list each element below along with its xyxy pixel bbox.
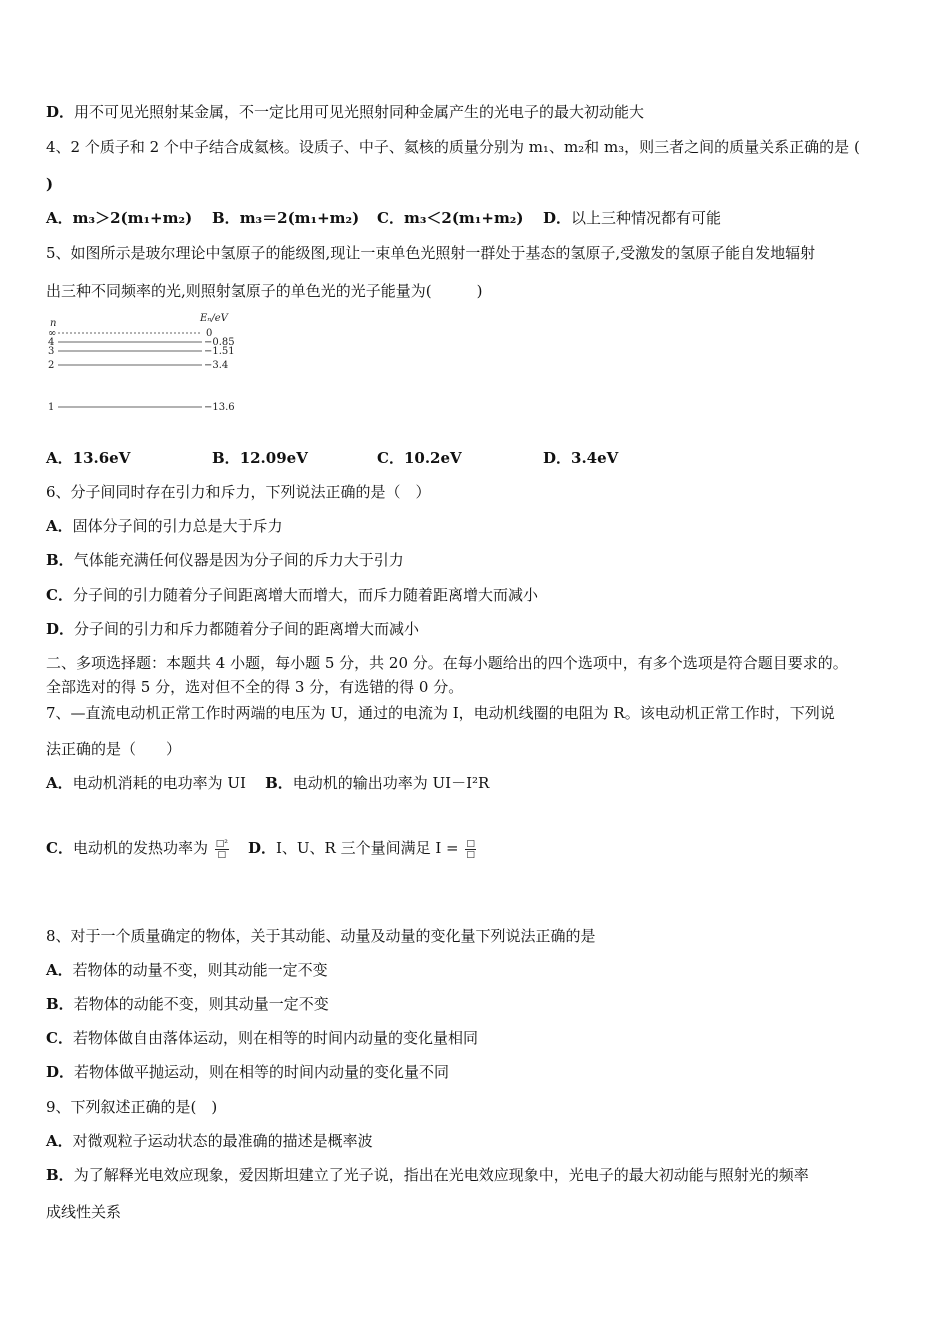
level-3 — [48, 346, 235, 357]
section2-intro: 二、多项选择题：本题共 4 小题，每小题 5 分，共 20 分。在每小题给出的四个选项中，有多个选项是符合题目要求的。 — [46, 654, 848, 672]
q4-option-a: A．m₃＞2(m₁+m₂) — [46, 209, 193, 227]
svg-text:−0.85: −0.85 — [204, 337, 235, 348]
q5-stem: 5、如图所示是玻尔理论中氢原子的能级图,现让一束单色光照射一群处于基态的氢原子,受激发的氢原子能自发地辐射 — [46, 244, 816, 262]
q6-option-a: A．固体分子间的引力总是大于斥力 — [46, 517, 283, 535]
q5-option-a: A．13.6eV — [46, 449, 131, 467]
svg-text:−3.4: −3.4 — [204, 360, 229, 371]
energy-level-diagram — [44, 312, 254, 424]
q3-option-d-text: 用不可见光照射某金属，不一定比用可见光照射同种金属产生的光电子的最大初动能大 — [74, 103, 645, 121]
level-inf — [48, 328, 212, 339]
q6-stem: 6、分子间同时存在引力和斥力，下列说法正确的是（ ） — [46, 483, 431, 501]
q6-option-b: B．气体能充满任何仪器是因为分子间的斥力大于引力 — [46, 551, 404, 569]
q8-option-d: D．若物体做平抛运动，则在相等的时间内动量的变化量不同 — [46, 1063, 450, 1081]
q9-option-a: A．对微观粒子运动状态的最准确的描述是概率波 — [46, 1132, 373, 1150]
q9-option-b: B．为了解释光电效应现象，爱因斯坦建立了光子说，指出在光电效应现象中，光电子的最大初动能与照射光的频率 — [46, 1166, 809, 1184]
q4-option-c: C．m₃＜2(m₁+m₂) — [377, 209, 524, 227]
q5-option-d: D．3.4eV — [543, 449, 619, 467]
q4-option-d: D．以上三种情况都有可能 — [543, 209, 722, 227]
level-1 — [48, 402, 235, 413]
svg-text:0: 0 — [206, 328, 213, 339]
q9-option-b-cont: 成线性关系 — [46, 1203, 122, 1221]
q8-stem: 8、对于一个质量确定的物体，关于其动能、动量及动量的变化量下列说法正确的是 — [46, 927, 596, 945]
q8-option-b: B．若物体的动能不变，则其动量一定不变 — [46, 995, 329, 1013]
q8-option-a: A．若物体的动量不变，则其动能一定不变 — [46, 961, 328, 979]
svg-text:4: 4 — [48, 337, 55, 348]
q7-c-fraction: $\frac{\text{□²}}{□}$ — [215, 838, 228, 860]
q9-stem: 9、下列叙述正确的是( ) — [46, 1098, 218, 1116]
q8-option-c: C．若物体做自由落体运动，则在相等的时间内动量的变化量相同 — [46, 1029, 478, 1047]
q6-option-c: C．分子间的引力随着分子间距离增大而增大，而斥力随着距离增大而减小 — [46, 586, 538, 604]
q4-stem-cont: ) — [46, 175, 54, 193]
e-header: Eₙ/eV — [200, 313, 228, 324]
q7-d-fraction: $\frac{□}{□}$ — [466, 838, 475, 860]
svg-text:−1.51: −1.51 — [204, 346, 235, 357]
level-2 — [48, 360, 228, 371]
svg-text:2: 2 — [48, 360, 55, 371]
q7-stem-cont: 法正确的是（ ） — [46, 740, 182, 758]
q4-option-b: B．m₃＝2(m₁+m₂) — [212, 209, 360, 227]
q6-option-d: D．分子间的引力和斥力都随着分子间的距离增大而减小 — [46, 620, 420, 638]
svg-text:1: 1 — [48, 402, 55, 413]
section2-intro-cont: 全部选对的得 5 分，选对但不全的得 3 分，有选错的得 0 分。 — [46, 678, 464, 696]
q5-option-b: B．12.09eV — [212, 449, 308, 467]
q7-options-cd: C．电动机的发热功率为 $\frac{\text{□²}}{□}$ D．I、U、R 三个量间满足 I = $\frac{□}{□}$ — [46, 838, 475, 860]
q3-option-d: D．用不可见光照射某金属，不一定比用可见光照射同种金属产生的光电子的最大初动能大 — [46, 103, 645, 121]
q5-option-c: C．10.2eV — [377, 449, 462, 467]
q7-options-ab: A．电动机消耗的电功率为 UI B．电动机的输出功率为 UI－I²R — [46, 774, 490, 792]
svg-text:3: 3 — [48, 346, 55, 357]
n-header: n — [50, 318, 57, 329]
q7-stem: 7、—直流电动机正常工作时两端的电压为 U，通过的电流为 I，电动机线圈的电阻为 R。该电动机正常工作时，下列说 — [46, 704, 835, 722]
svg-text:−13.6: −13.6 — [204, 402, 235, 413]
q4-stem: 4、2 个质子和 2 个中子结合成氦核。设质子、中子、氦核的质量分别为 m₁、m₂和 m₃，则三者之间的质量关系正确的是 ( — [46, 138, 860, 156]
svg-text:∞: ∞ — [48, 328, 57, 339]
q5-stem-cont: 出三种不同频率的光,则照射氢原子的单色光的光子能量为( ) — [46, 282, 483, 300]
